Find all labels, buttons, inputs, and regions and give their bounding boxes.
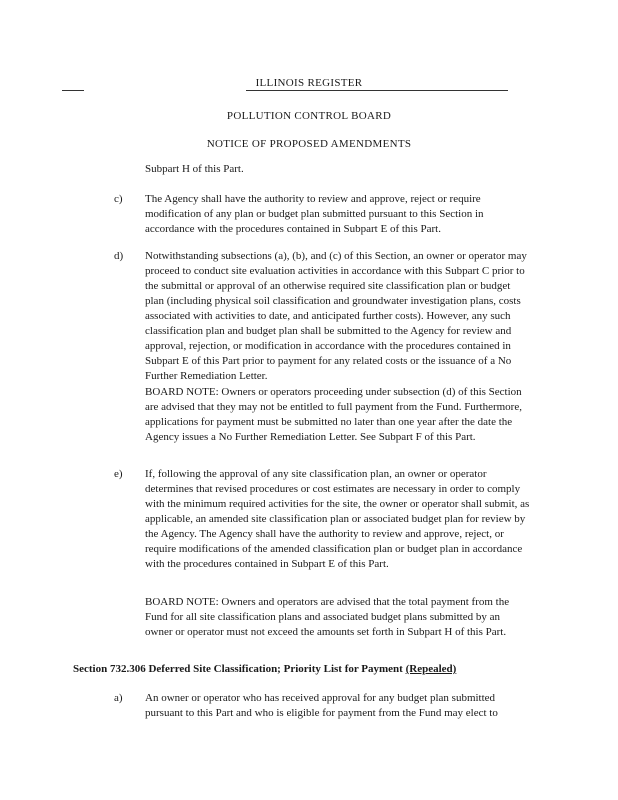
item-c-paragraph: The Agency shall have the authority to review and approve, reject or require modification of any plan or budget plan submitted pursuant to this Section in accordance with the procedures contained in Subpart E of this Part. xyxy=(145,193,484,235)
item-text-e xyxy=(145,467,530,572)
header-rule xyxy=(246,90,508,91)
section-repealed: (Repealed) xyxy=(405,663,457,675)
item-label-d: d) xyxy=(114,250,124,262)
item-label-a: a) xyxy=(114,692,123,704)
notice-title: NOTICE OF PROPOSED AMENDMENTS xyxy=(206,138,412,150)
board-note-d-paragraph: BOARD NOTE: Owners or operators proceeding under subsection (d) of this Section are advised that they may not be entitled to full payment from the Fund. Furthermore, applications for payment must be submitted no later than one year after the date the Agency issues a No Further Remediation Letter. See Subpart F of this Part. xyxy=(145,386,522,443)
continuation-text: Subpart H of this Part. xyxy=(145,163,244,175)
board-note-e xyxy=(145,595,530,640)
item-d-paragraph: Notwithstanding subsections (a), (b), and (c) of this Section, an owner or operator may proceed to conduct site evaluation activities in accordance with this Subpart C prior to the submittal or approval of an otherwise required site classification plan or budget plan (including physical soil classification and groundwater investigation plans, costs associated with activities to date, and anticipated further costs). However, any such classification plan and budget plan shall be submitted to the Agency for review and approval, rejection, or modification in accordance with the procedures contained in Subpart E of this Part prior to payment for any related costs or the issuance of a No Further Remediation Letter. xyxy=(145,250,527,382)
board-note-d xyxy=(145,385,530,445)
item-text-a xyxy=(145,691,530,721)
item-label-c: c) xyxy=(114,193,123,205)
board-note-e-paragraph: BOARD NOTE: Owners and operators are advised that the total payment from the Fund for all site classification plans and associated budget plans submitted by an owner or operator must not exceed the amounts set forth in Subpart H of this Part. xyxy=(145,596,510,638)
item-text-c xyxy=(145,192,530,237)
item-e-paragraph: If, following the approval of any site classification plan, an owner or operator determines that revised procedures or cost estimates are necessary in order to comply with the minimum required activities for the site, the owner or operator shall submit, as applicable, an amended site classification plan or associated budget plan for review by the Agency. The Agency shall have the authority to review and approve, reject, or require modifications of the amended classification plan or budget plan in accordance with the procedures contained in Subpart E of this Part. xyxy=(145,468,530,570)
board-title: POLLUTION CONTROL BOARD xyxy=(226,110,392,122)
item-label-e: e) xyxy=(114,468,123,480)
item-text-d xyxy=(145,249,530,384)
register-title: ILLINOIS REGISTER xyxy=(255,77,363,89)
section-title: Section 732.306 Deferred Site Classification; Priority List for Payment xyxy=(73,663,403,675)
item-a-paragraph: An owner or operator who has received approval for any budget plan submitted pursuant to this Part and who is eligible for payment from the Fund may elect to xyxy=(145,692,498,719)
section-heading xyxy=(73,662,543,677)
